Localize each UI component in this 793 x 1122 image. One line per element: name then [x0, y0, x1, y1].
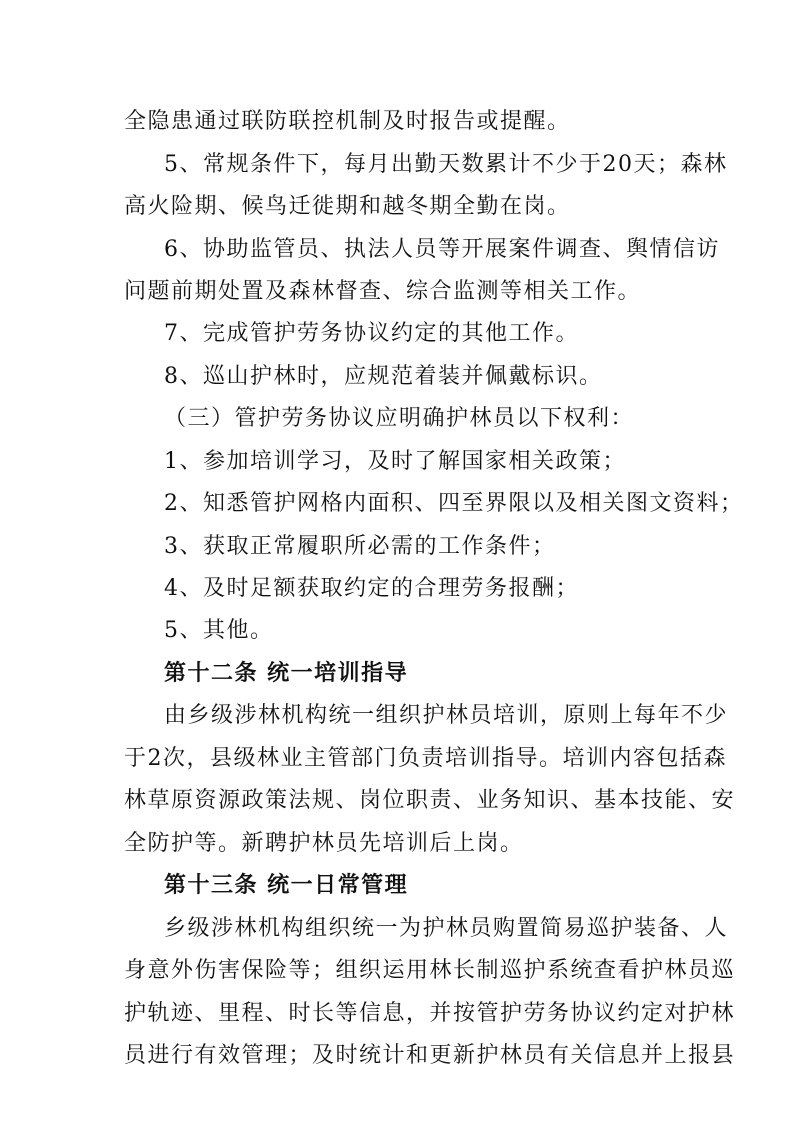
text-line: 8、巡山护林时，应规范着装并佩戴标识。: [164, 364, 603, 389]
text-line: 高火险期、候鸟迁徙期和越冬期全勤在岗。: [124, 194, 571, 219]
text-line: 7、完成管护劳务协议约定的其他工作。: [164, 321, 579, 346]
text-line: 由乡级涉林机构统一组织护林员培训，原则上每年不少: [164, 703, 729, 728]
text-line: 护轨迹、里程、时长等信息，并按管护劳务协议约定对护林: [124, 1001, 736, 1026]
text-line: 全防护等。新聘护林员先培训后上岗。: [124, 831, 524, 856]
article-heading: 第十三条 统一日常管理: [164, 873, 409, 898]
text-line: 员进行有效管理；及时统计和更新护林员有关信息并上报县: [124, 1043, 736, 1068]
text-line: 4、及时足额获取约定的合理劳务报酬；: [164, 576, 579, 601]
text-line: 问题前期处置及森林督查、综合监测等相关工作。: [124, 279, 642, 304]
text-line: 5、其他。: [164, 618, 274, 643]
text-line: 5、常规条件下，每月出勤天数累计不少于20天；森林: [164, 152, 728, 177]
text-line: 3、获取正常履职所必需的工作条件；: [164, 534, 556, 559]
text-line: 身意外伤害保险等；组织运用林长制巡护系统查看护林员巡: [124, 958, 736, 983]
text-line: 2、知悉管护网格内面积、四至界限以及相关图文资料；: [164, 491, 744, 516]
text-line: 全隐患通过联防联控机制及时报告或提醒。: [124, 109, 571, 134]
text-line: 林草原资源政策法规、岗位职责、业务知识、基本技能、安: [124, 788, 736, 813]
section-subheading: （三）管护劳务协议应明确护林员以下权利：: [164, 406, 635, 431]
text-line: 1、参加培训学习，及时了解国家相关政策；: [164, 449, 626, 474]
article-heading: 第十二条 统一培训指导: [164, 661, 409, 686]
text-line: 6、协助监管员、执法人员等开展案件调查、舆情信访: [164, 237, 720, 262]
text-line: 于2次，县级林业主管部门负责培训指导。培训内容包括森: [124, 746, 727, 771]
text-line: 乡级涉林机构组织统一为护林员购置简易巡护装备、人: [164, 916, 729, 941]
